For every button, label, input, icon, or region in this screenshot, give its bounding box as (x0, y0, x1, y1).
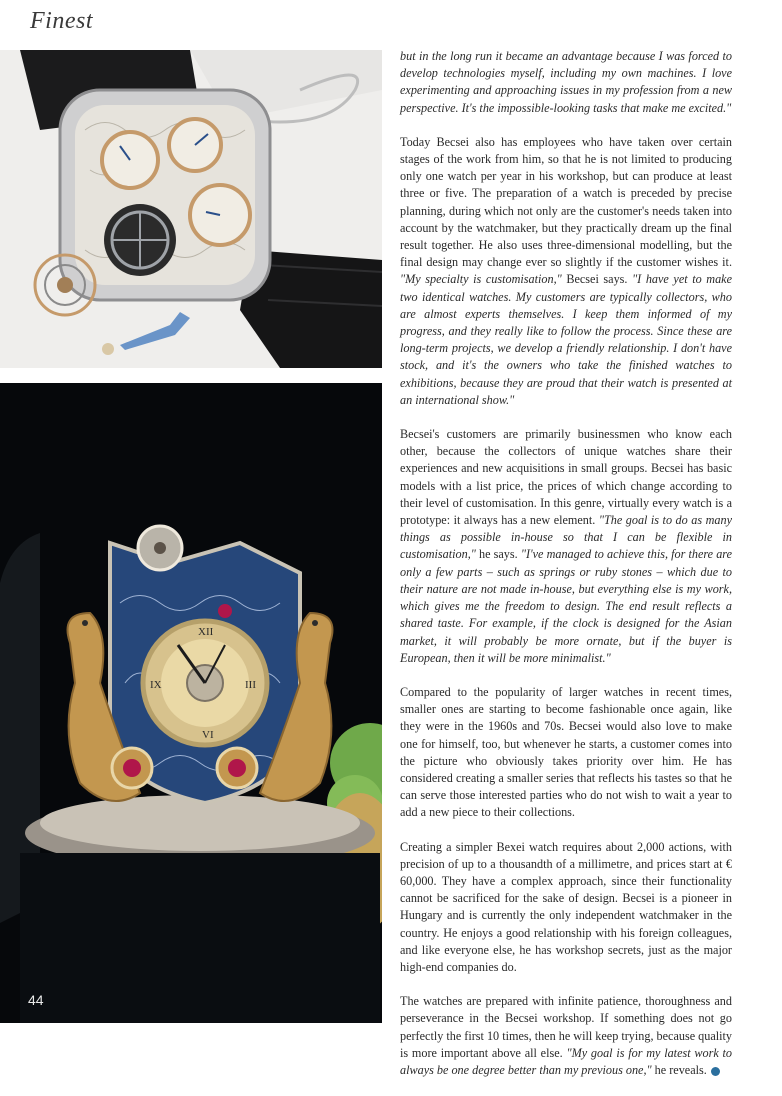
svg-text:IX: IX (150, 679, 162, 691)
p2-quote-1: "My specialty is customisation," (400, 272, 562, 287)
p6-text-a: The watches are prepared with infinite patience, thoroughness and perseverance in the Becsei workshop. If something does not go perfectly the first 10 times, then he will keep trying, because quality is more important above all else. (400, 994, 733, 1060)
p3-text-b: he says. (475, 547, 521, 562)
svg-text:XII: XII (198, 626, 214, 638)
p2-text-b: Becsei says. (561, 272, 633, 287)
article-paragraph-1: but in the long run it became an advantage because I was forced to develop technologies myself, including my own machines. I love experimenting and approaching issues in my profession from a new perspective. It's the impossible-looking tasks that make me excited." (400, 49, 732, 115)
article-paragraph-5: Creating a simpler Bexei watch requires about 2,000 actions, with precision of up to a thousandth of a millimetre, and prices start at € 60,000. They have a complex approach, since their functionality cannot be sacrificed for the sake of design. Becsei is a pioneer in Hungary and is currently the only independent watchmaker in the country. He enjoys a good relationship with his foreign colleagues, and like everyone else, he has workshop secrets, just as the major high-end companies do. (400, 839, 732, 974)
article-paragraph-6 (400, 993, 732, 1079)
table-clock-photo (0, 383, 382, 1023)
p2-quote-2: "I have yet to make two identical watches. My customers are typically collectors, who are almost experts themselves. I keep them informed of my progress, and they really like to follow the process. Since these are long-term projects, we develop a friendly relationship. I don't have stock, and it's the owners who take the finished watches to exhibitions, because they are proud that their watch is presented at an international show." (400, 272, 732, 407)
article-paragraph-4: Compared to the popularity of larger watches in recent times, smaller ones are starting to become fashionable once again, like they were in the 1960s and 70s. Becsei would also love to make one for himself, too, but whenever he starts, a customer comes into the picture who obviously takes priority over him. He has considered creating a smaller series that reflects his tastes so that he can serve those interested parties who do not wish to wait a year to add a new piece to their collections. (400, 684, 732, 820)
p3-quote-2: "I've managed to achieve this, for there are only a few parts – such as springs or ruby stones – which due to their nature are not made in-house, but everything else is my work, which gives me the freedom to design. The end result reflects a shared taste. For example, if the clock is designed for the Asian market, it will probably be more ornate, but if the buyer is European, then it will be more minimalist." (400, 547, 733, 665)
page-number: 44 (28, 992, 44, 1008)
article-column (400, 48, 732, 1096)
p3-quote-1: "The goal is to do as many things as possible in-house so that I can be flexible in customisation," (400, 513, 732, 562)
p6-text-b: he reveals. (651, 1062, 707, 1077)
p6-quote: "My goal is for my latest work to always be one degree better than my previous one," (400, 1045, 732, 1077)
svg-text:III: III (245, 679, 256, 691)
article-paragraph-3 (400, 426, 732, 667)
wristwatch-photo (0, 50, 382, 368)
p2-text-a: Today Becsei also has employees who have taken over certain stages of the work from him, so that he is not limited to producing only one watch per year in his workshop, but can produce at least three or five. The preparation of a watch is preceded by precise planning, during which not only are the customer's needs taken into account by the watchmaker, but they practically dream up the final result together. He also uses three-dimensional modelling, but the final design may change ever so slightly if the customer wishes it. (400, 134, 732, 270)
magazine-logo: Finest (30, 8, 93, 34)
p3-text-a: Becsei's customers are primarily businessmen who know each other, because the collectors of unique watches share their experiences and new acquisitions in small groups. Becsei has basic models with a list price, the prices of which change according to their level of customisation. In this genre, virtually every watch is a prototype: it always has a new element. (400, 427, 732, 528)
article-paragraph-2 (400, 134, 732, 409)
svg-text:VI: VI (202, 729, 214, 741)
end-of-article-dot-icon (711, 1067, 720, 1076)
